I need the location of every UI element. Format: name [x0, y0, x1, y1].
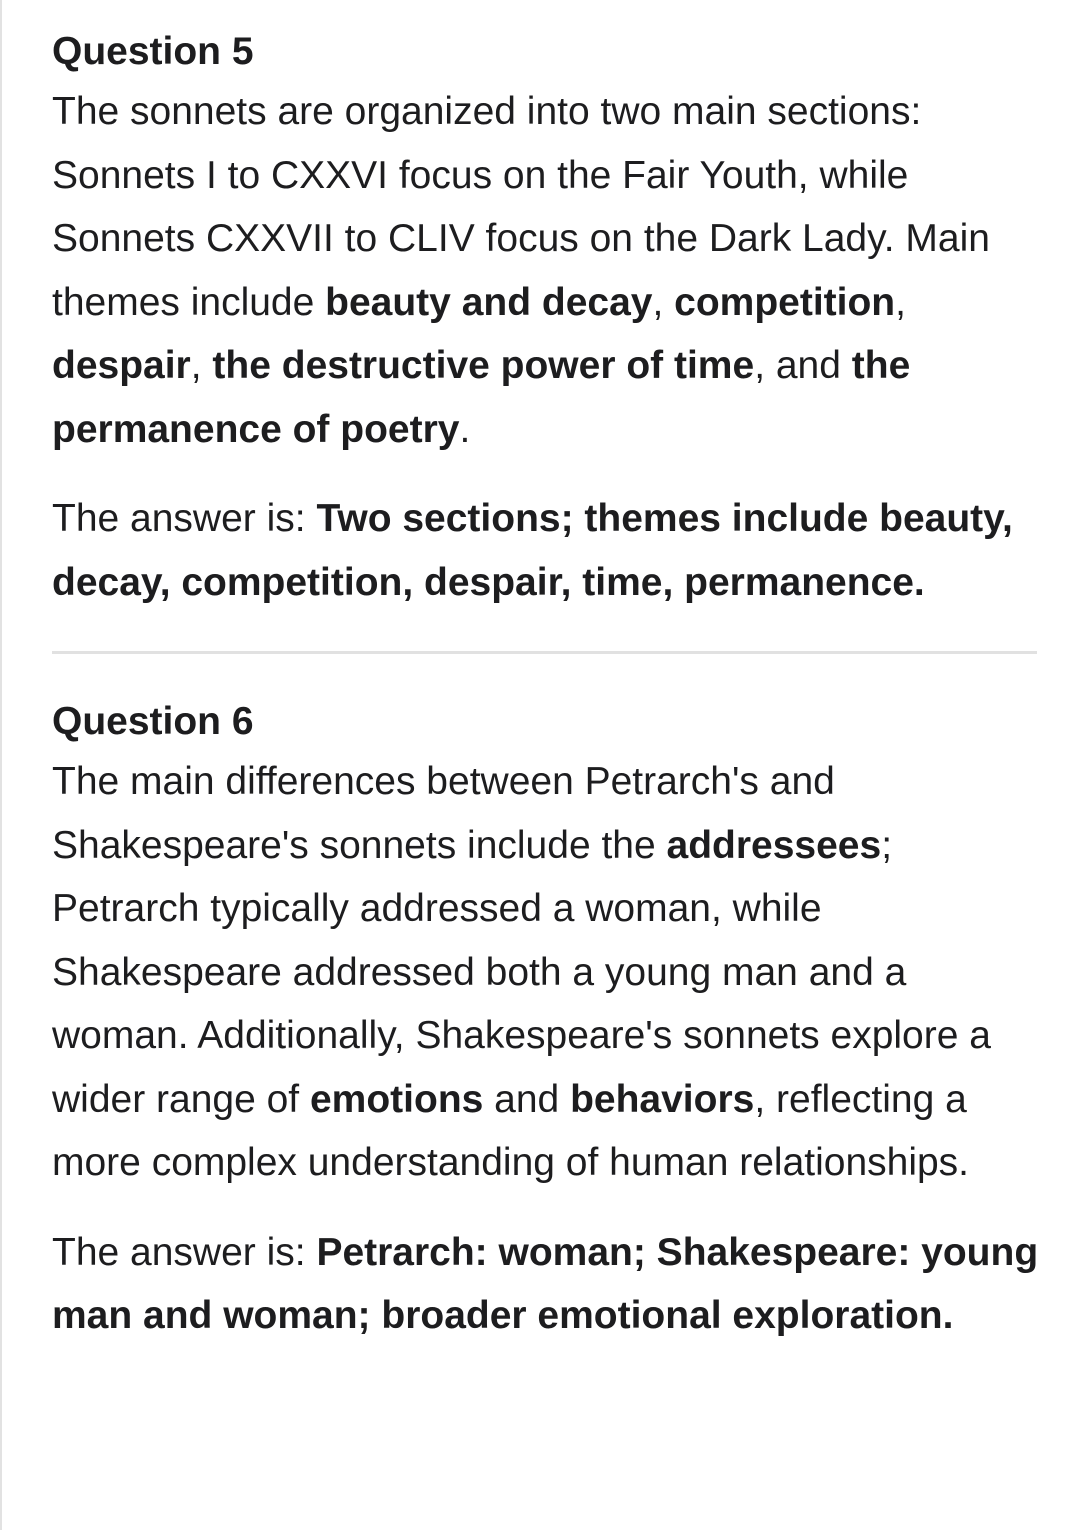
question-5-explanation — [52, 80, 1042, 461]
section-divider — [52, 651, 1037, 654]
answer-text: Petrarch: woman; Shakespeare: young man and woman; broader emotional exploration. — [52, 1230, 1039, 1337]
answer-prefix: The answer is: — [52, 497, 317, 540]
question-6-explanation — [52, 750, 1042, 1195]
q5-text-segment: , — [895, 280, 906, 324]
q5-text-segment: , — [190, 344, 213, 387]
q5-text-segment: , — [652, 280, 675, 324]
q5-bold-term: the destructive power of time — [212, 344, 755, 387]
q6-text-segment: and — [483, 1077, 571, 1121]
question-6-section — [52, 694, 1042, 1348]
question-5-section — [52, 24, 1042, 614]
q5-text-segment: The sonnets are organized into two main sections: Sonnets I to CXXVI focus on the Fair Youth, while Sonnets CXXVII to CLIV focus on the Dark Lady. Main themes include — [52, 90, 990, 324]
question-6-title: Question 6 — [52, 700, 254, 743]
q5-bold-term: the permanence of poetry — [52, 344, 911, 451]
answer-text: Two sections; themes include beauty, decay, competition, despair, time, permanence. — [52, 497, 1013, 604]
q5-bold-term: despair — [52, 344, 191, 387]
q6-text-segment: ; Petrarch typically addressed a woman, while Shakespeare addressed both a young man and a woman. Additionally, Shakespeare's sonnets explore a wider range of — [52, 823, 991, 1121]
q6-bold-term: emotions — [309, 1077, 484, 1121]
q6-bold-term: behaviors — [570, 1077, 755, 1121]
q5-bold-term: competition — [674, 280, 896, 324]
answer-prefix: The answer is: — [52, 1230, 317, 1274]
question-5-answer — [52, 487, 1042, 614]
answer-content — [52, 24, 1042, 1348]
q6-text-segment: The main differences between Petrarch's and Shakespeare's sonnets include the — [52, 760, 835, 867]
q5-text-segment: , and — [754, 344, 852, 387]
q5-text-segment: . — [459, 407, 471, 451]
q5-bold-term: beauty and decay — [325, 280, 653, 324]
question-6-answer — [52, 1221, 1042, 1348]
q6-bold-term: addressees — [666, 823, 882, 867]
question-5-title: Question 5 — [52, 30, 254, 73]
q6-text-segment: , reflecting a more complex understanding of human relationships. — [52, 1077, 970, 1184]
left-border — [0, 0, 2, 1530]
